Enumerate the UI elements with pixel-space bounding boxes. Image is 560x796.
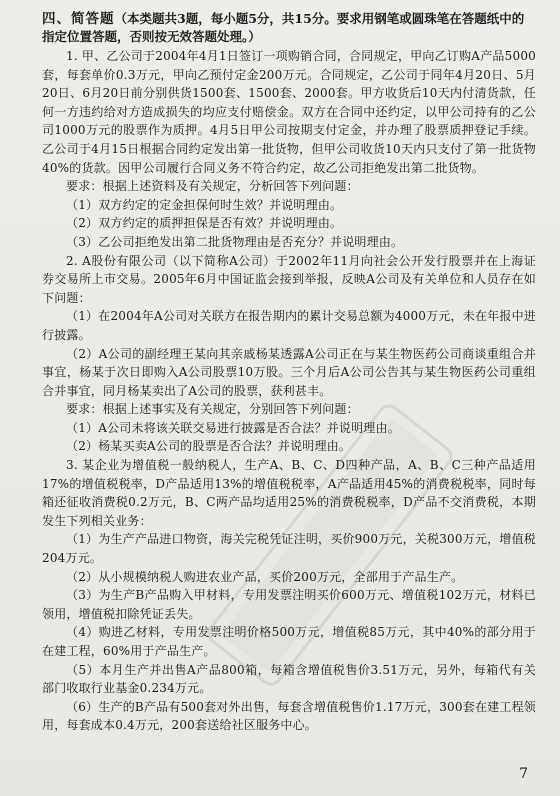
question-1-item-3: （3）乙公司拒绝发出第二批货物理由是否充分？并说明理由。 [66, 234, 404, 249]
section-instructions: （本类题共3题，每小题5分，共15分。要求用钢笔或圆珠笔在答题纸中的指定位置答题，否则按无效答题处理。） [42, 11, 525, 44]
question-2-item-2: （2）杨某买卖A公司的股票是否合法？并说明理由。 [66, 439, 352, 454]
question-3-business-2: （2）从小规模纳税人购进农业产品，买价200万元，全部用于产品生产。 [66, 569, 464, 584]
question-2-fact-1: （1）在2004年A公司对关联方在报告期内的累计交易总额为4000万元，未在年报中进行披露。 [42, 309, 536, 342]
question-3-business-3: （3）为生产B产品购入甲材料，专用发票注明买价600万元、增值税102万元，材料已领用，增值税扣除凭证丢失。 [42, 588, 536, 621]
question-3-business-1: （1）为生产产品进口物资，海关完税凭证注明，买价900万元，关税300万元，增值税204万元。 [42, 532, 536, 566]
question-3-business-6: （6）生产的B产品有500套对外出售，每套含增值税售价1.17万元，300套在建工程领用，每套成本0.4万元，200套送给社区服务中心。 [42, 699, 536, 733]
question-2-item-1: （1）A公司未将该关联交易进行披露是否合法？并说明理由。 [66, 420, 400, 435]
section-header [42, 10, 536, 46]
question-1-text: 1. 甲、乙公司于2004年4月1日签订一项购销合同，合同规定，甲向乙订购A产品5000套，每套单价0.3万元，甲向乙预付定金200万元。合同规定，乙公司于同年4月20日、5月20日、6月20日前分别供货1500套、1500套、2000套。甲方收货后10天内付清货款，任何一方违约给对方造成损失的均应支付赔偿金。双方在合同中还约定，以甲公司持有的乙公司1000万元的股票作为质押。4月5日甲公司按期支付定金，并办理了股票质押登记手续。乙公司于4月15日根据合同约定发出第一批货物，但甲公司收货10天内只支付了第一批货物40%的货款。因甲公司履行合同义务不符合约定，故乙公司拒绝发出第二批货物。 [42, 49, 536, 175]
question-3-business-4: （4）购进乙材料，专用发票注明价格500万元，增值税85万元，其中40%的部分用于在建工程，60%用于产品生产。 [42, 625, 536, 658]
question-2-requirement: 要求：根据上述事实及有关规定，分别回答下列问题： [66, 402, 359, 417]
question-2-fact-2: （2）A公司的副经理王某向其亲戚杨某透露A公司正在与某生物医药公司商谈重组合并事宜，杨某于次日即购入A公司股票10万股。三个月后A公司公告其与某生物医药公司重组合并事宜，同月杨某卖出了A公司的股票，获利甚丰。 [42, 346, 536, 398]
question-3-business-5: （5）本月生产并出售A产品800箱，每箱含增值税售价3.51万元，另外，每箱代有关部门收取行业基金0.234万元。 [42, 662, 536, 696]
section-title: 四、简答题 [42, 11, 115, 27]
page-number: 7 [519, 766, 528, 782]
question-1-requirement: 要求：根据上述资料及有关规定，分析回答下列问题： [66, 179, 359, 194]
question-1-item-1: （1）双方约定的定金担保何时生效？并说明理由。 [66, 197, 343, 212]
question-2-text: 2. A股份有限公司（以下简称A公司）于2002年11月向社会公开发行股票并在上海证券交易所上市交易。2005年6月中国证监会接到举报，反映A公司及有关单位和人员存在如下问题： [42, 253, 536, 305]
question-3-text: 3. 某企业为增值税一般纳税人，生产A、B、C、D四种产品，A、B、C三种产品适用17%的增值税税率，D产品适用13%的增值税税率，A产品适用45%的消费税税率，同时每箱还征收消费税0.2万元，B、C两产品均适用25%的消费税税率，D产品不交消费税，本期发生下列相关业务： [42, 458, 536, 528]
question-1-item-2: （2）双方约定的质押担保是否有效？并说明理由。 [66, 216, 343, 231]
